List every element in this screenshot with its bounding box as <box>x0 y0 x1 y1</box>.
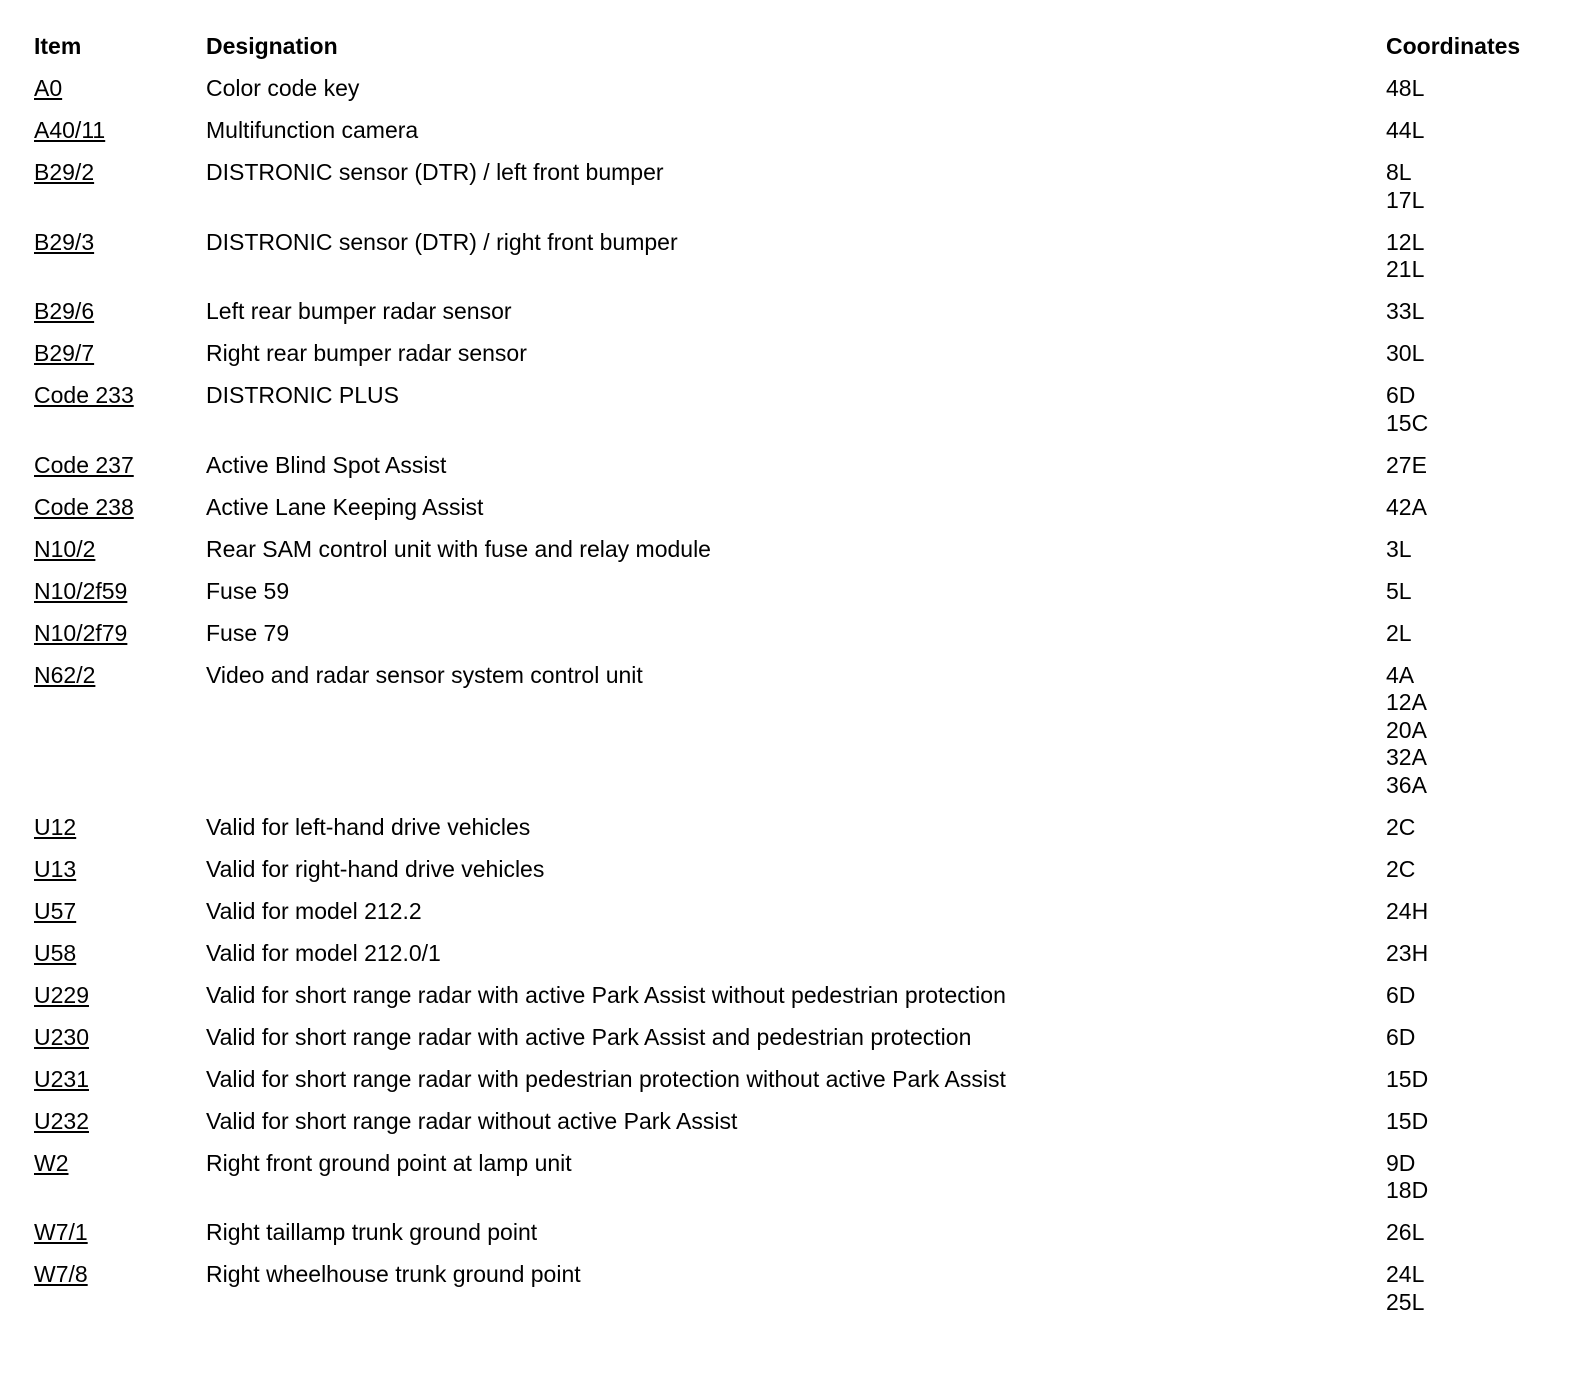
table-row <box>34 159 1554 214</box>
item-link[interactable]: U230 <box>34 1023 89 1050</box>
coordinates-cell <box>1386 536 1554 564</box>
coordinate-value: 24H <box>1386 897 1429 924</box>
coordinates-cell <box>1386 340 1554 368</box>
designation-cell: Right wheelhouse trunk ground point <box>206 1261 581 1287</box>
designation-cell: Valid for model 212.0/1 <box>206 939 441 966</box>
item-link[interactable]: A0 <box>34 75 63 101</box>
designation-cell: Valid for model 212.2 <box>206 897 422 924</box>
designation-cell: DISTRONIC PLUS <box>206 382 399 408</box>
coordinate-value: 21L <box>1386 256 1425 282</box>
coordinates-cell <box>1386 75 1554 103</box>
item-cell <box>34 1219 206 1247</box>
item-link[interactable]: N10/2 <box>34 535 96 562</box>
coordinate-value: 26L <box>1386 1219 1425 1245</box>
coordinate-value: 15D <box>1386 1065 1429 1092</box>
table-row <box>34 494 1554 522</box>
table-row <box>34 1108 1554 1136</box>
table-row <box>34 620 1554 648</box>
table-row <box>34 382 1554 437</box>
item-link[interactable]: N62/2 <box>34 661 96 688</box>
designation-cell: Active Blind Spot Assist <box>206 451 447 478</box>
coordinates-cell <box>1386 662 1554 800</box>
coordinate-value: 8L <box>1386 159 1412 185</box>
designation-cell: Video and radar sensor system control unit <box>206 661 643 688</box>
table-row <box>34 452 1554 480</box>
item-cell <box>34 1150 206 1178</box>
item-cell <box>34 340 206 368</box>
item-cell <box>34 1108 206 1136</box>
table-row <box>34 340 1554 368</box>
coordinates-cell <box>1386 940 1554 968</box>
coordinates-cell <box>1386 814 1554 842</box>
table-row <box>34 75 1554 103</box>
table-row <box>34 578 1554 606</box>
item-link[interactable]: B29/3 <box>34 228 95 255</box>
coordinates-cell <box>1386 494 1554 522</box>
coordinate-value: 9D <box>1386 1149 1416 1176</box>
item-link[interactable]: U232 <box>34 1107 89 1134</box>
item-cell <box>34 494 206 522</box>
table-row <box>34 898 1554 926</box>
table-row <box>34 982 1554 1010</box>
designation-cell: DISTRONIC sensor (DTR) / right front bumper <box>206 228 678 255</box>
table-header <box>34 33 1554 61</box>
header-item: Item <box>34 33 82 59</box>
coordinates-cell <box>1386 1219 1554 1247</box>
table-row <box>34 536 1554 564</box>
coordinate-value: 17L <box>1386 186 1425 213</box>
coordinate-value: 2C <box>1386 813 1416 840</box>
coordinates-cell <box>1386 452 1554 480</box>
item-link[interactable]: Code 238 <box>34 493 134 520</box>
table-row <box>34 1066 1554 1094</box>
legend-table <box>34 33 1554 1331</box>
designation-cell: Valid for left-hand drive vehicles <box>206 813 531 840</box>
designation-cell: Right front ground point at lamp unit <box>206 1149 572 1176</box>
item-cell <box>34 578 206 606</box>
table-row <box>34 814 1554 842</box>
coordinates-cell <box>1386 982 1554 1010</box>
item-link[interactable]: U229 <box>34 981 89 1008</box>
table-row <box>34 1024 1554 1052</box>
designation-cell: Color code key <box>206 75 360 101</box>
coordinates-cell <box>1386 1108 1554 1136</box>
coordinates-cell <box>1386 898 1554 926</box>
header-designation: Designation <box>206 33 338 59</box>
coordinate-value: 15D <box>1386 1107 1429 1134</box>
coordinates-cell <box>1386 117 1554 145</box>
item-cell <box>34 856 206 884</box>
table-row <box>34 1150 1554 1205</box>
coordinate-value: 3L <box>1386 535 1412 562</box>
table-row <box>34 1219 1554 1247</box>
table-row <box>34 1261 1554 1316</box>
item-link[interactable]: U13 <box>34 855 77 882</box>
coordinate-value: 48L <box>1386 75 1425 101</box>
coordinate-value: 32A <box>1386 744 1427 770</box>
coordinates-cell <box>1386 229 1554 284</box>
coordinates-cell <box>1386 1150 1554 1205</box>
item-cell <box>34 229 206 257</box>
item-cell <box>34 75 206 103</box>
designation-cell: Left rear bumper radar sensor <box>206 298 512 324</box>
coordinate-value: 24L <box>1386 1261 1425 1287</box>
designation-cell: Multifunction camera <box>206 117 419 143</box>
item-cell <box>34 159 206 187</box>
coordinate-value: 20A <box>1386 716 1427 743</box>
coordinate-value: 25L <box>1386 1288 1425 1315</box>
coordinate-value: 6D <box>1386 1023 1416 1050</box>
item-link[interactable]: N10/2f59 <box>34 577 128 604</box>
coordinate-value: 6D <box>1386 382 1416 408</box>
coordinate-value: 30L <box>1386 340 1425 366</box>
table-body <box>34 75 1554 1316</box>
table-row <box>34 856 1554 884</box>
designation-cell: Valid for short range radar with pedestrian protection without active Park Assist <box>206 1065 1006 1092</box>
table-row <box>34 117 1554 145</box>
coordinate-value: 2L <box>1386 619 1412 646</box>
coordinate-value: 23H <box>1386 939 1429 966</box>
coordinates-cell <box>1386 578 1554 606</box>
item-link[interactable]: B29/6 <box>34 298 95 324</box>
coordinate-value: 2C <box>1386 855 1416 882</box>
coordinates-cell <box>1386 1024 1554 1052</box>
coordinates-cell <box>1386 159 1554 214</box>
coordinates-cell <box>1386 1066 1554 1094</box>
designation-cell: Valid for short range radar with active Park Assist and pedestrian protection <box>206 1023 972 1050</box>
designation-cell: Right taillamp trunk ground point <box>206 1219 538 1245</box>
item-cell <box>34 452 206 480</box>
coordinates-cell <box>1386 620 1554 648</box>
designation-cell: Valid for right-hand drive vehicles <box>206 855 545 882</box>
coordinate-value: 4A <box>1386 661 1415 688</box>
designation-cell: Fuse 59 <box>206 577 290 604</box>
item-link[interactable]: W7/8 <box>34 1261 88 1287</box>
table-row <box>34 229 1554 284</box>
item-cell <box>34 1261 206 1289</box>
item-cell <box>34 1066 206 1094</box>
item-cell <box>34 1024 206 1052</box>
item-link[interactable]: W7/1 <box>34 1219 88 1245</box>
coordinate-value: 15C <box>1386 409 1429 436</box>
coordinate-value: 5L <box>1386 577 1412 604</box>
coordinate-value: 18D <box>1386 1177 1429 1203</box>
item-cell <box>34 298 206 326</box>
designation-cell: Active Lane Keeping Assist <box>206 493 484 520</box>
item-cell <box>34 814 206 842</box>
item-cell <box>34 620 206 648</box>
table-row <box>34 662 1554 800</box>
item-cell <box>34 982 206 1010</box>
coordinate-value: 33L <box>1386 298 1425 324</box>
coordinate-value: 44L <box>1386 117 1425 143</box>
designation-cell: DISTRONIC sensor (DTR) / left front bumper <box>206 159 664 185</box>
coordinate-value: 42A <box>1386 493 1427 520</box>
item-cell <box>34 662 206 690</box>
item-cell <box>34 536 206 564</box>
coordinate-value: 36A <box>1386 771 1427 798</box>
coordinates-cell <box>1386 382 1554 437</box>
header-coordinates: Coordinates <box>1386 33 1521 59</box>
designation-cell: Fuse 79 <box>206 619 290 646</box>
coordinate-value: 12A <box>1386 689 1427 715</box>
coordinates-cell <box>1386 1261 1554 1316</box>
coordinates-cell <box>1386 298 1554 326</box>
designation-cell: Rear SAM control unit with fuse and relay module <box>206 535 711 562</box>
table-row <box>34 298 1554 326</box>
coordinate-value: 6D <box>1386 981 1416 1008</box>
item-link[interactable]: U57 <box>34 897 77 924</box>
item-link[interactable]: U58 <box>34 939 77 966</box>
item-cell <box>34 382 206 410</box>
item-cell <box>34 940 206 968</box>
item-cell <box>34 117 206 145</box>
item-cell <box>34 898 206 926</box>
designation-cell: Right rear bumper radar sensor <box>206 340 527 366</box>
item-link[interactable]: N10/2f79 <box>34 619 128 646</box>
table-row <box>34 940 1554 968</box>
designation-cell: Valid for short range radar with active Park Assist without pedestrian protection <box>206 981 1006 1008</box>
coordinate-value: 12L <box>1386 228 1425 255</box>
item-link[interactable]: Code 237 <box>34 451 134 478</box>
coordinates-cell <box>1386 856 1554 884</box>
item-link[interactable]: U231 <box>34 1065 89 1092</box>
item-link[interactable]: U12 <box>34 813 77 840</box>
designation-cell: Valid for short range radar without active Park Assist <box>206 1107 738 1134</box>
coordinate-value: 27E <box>1386 451 1427 478</box>
item-link[interactable]: B29/2 <box>34 159 95 185</box>
item-link[interactable]: A40/11 <box>34 117 106 143</box>
item-link[interactable]: W2 <box>34 1149 69 1176</box>
item-link[interactable]: B29/7 <box>34 340 95 366</box>
item-link[interactable]: Code 233 <box>34 382 134 408</box>
